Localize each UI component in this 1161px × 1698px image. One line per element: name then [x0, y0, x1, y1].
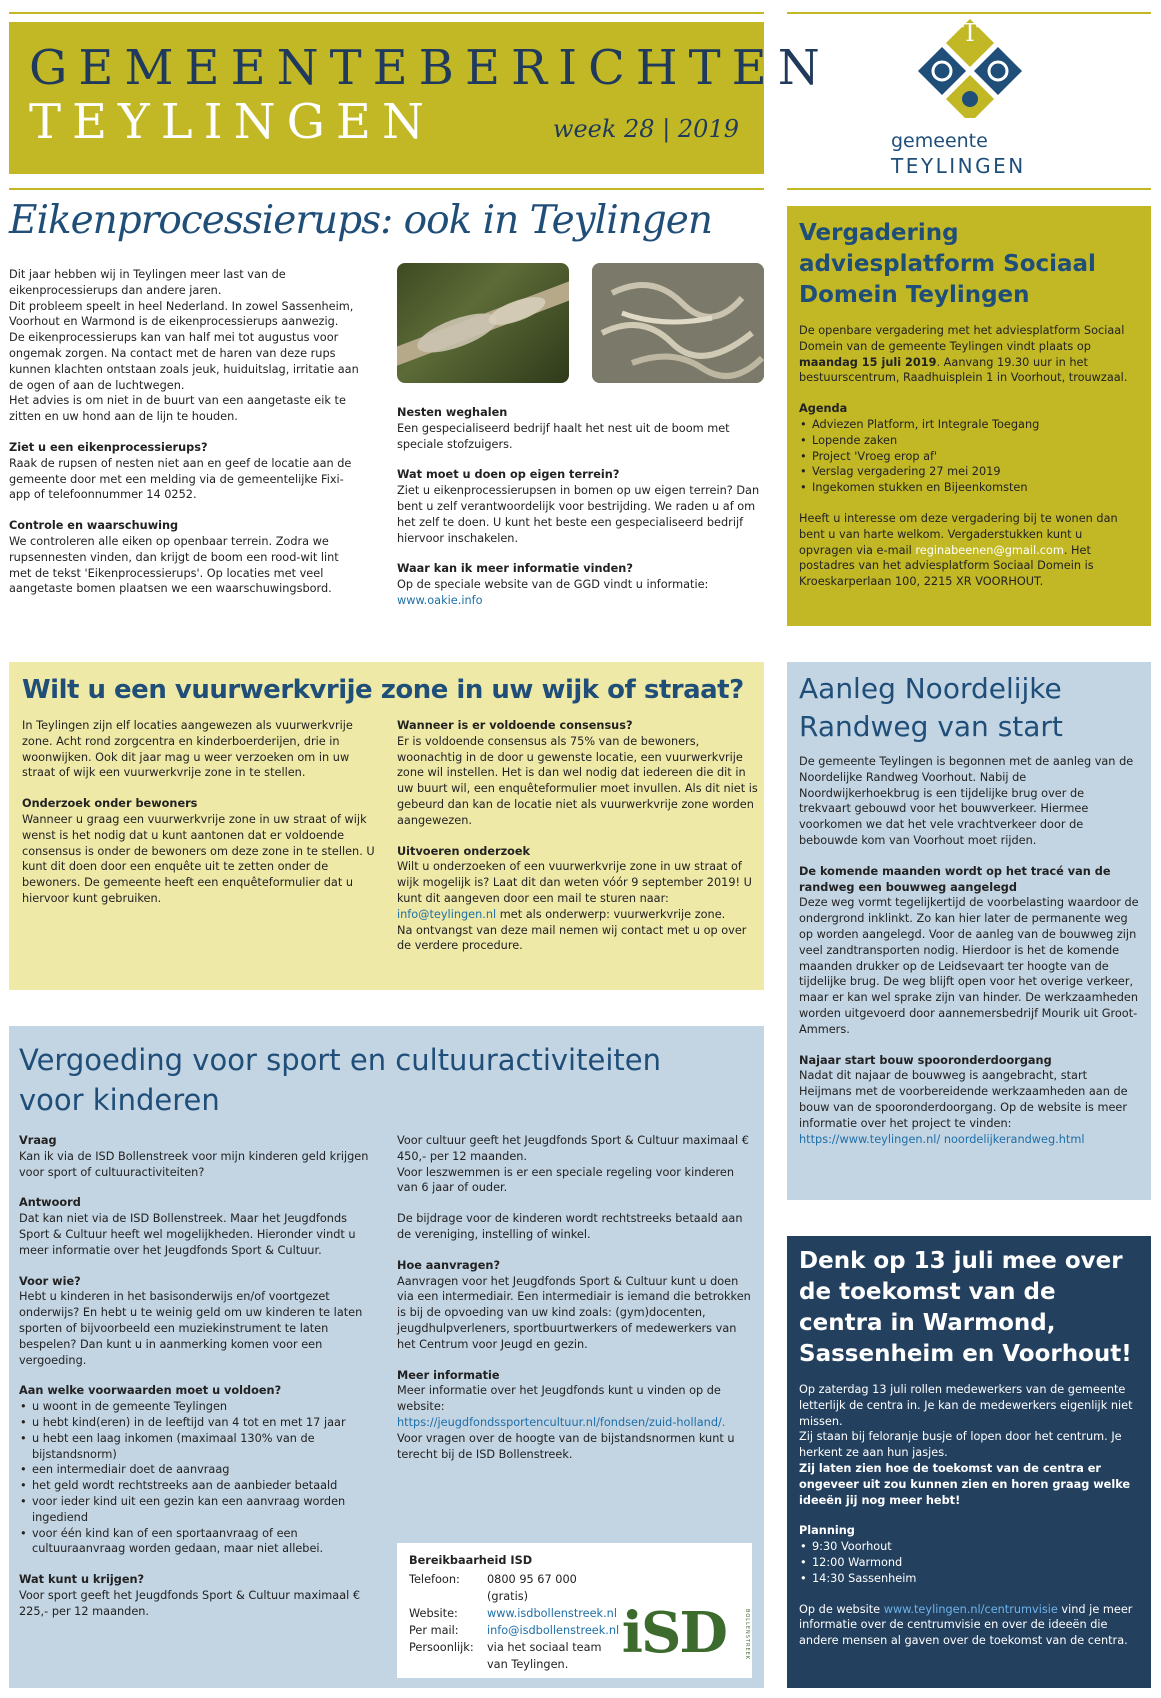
planning-list: [799, 1539, 1139, 1586]
sport-heading-vraag: Vraag: [19, 1134, 57, 1147]
eik-intro-3: De eikenprocessierups kan van half mei tot augustus voor ongemak zorgen. Na contact met de haren van deze rups kunnen klachten ontstaan zoals jeuk, huiduitslag, irritatie aan de ogen of aan de luchtwegen.: [9, 331, 359, 392]
eik-intro-4: Het advies is om niet in de buurt van een aangetaste eik te zitten en uw hond aan de lijn te houden.: [9, 394, 346, 424]
vergadering-text-2b: . Het postadres van het adviesplatform Sociaal Domein is Kroeskarperlaan 100, 2215 XR VOORHOUT.: [799, 543, 1094, 589]
vergadering-text-1: [799, 323, 1139, 386]
centrumvisie-link[interactable]: www.teylingen.nl/centrumvisie: [883, 1602, 1058, 1616]
vergadering-text-1c: . Aanvang 19.30 uur in het bestuurscentrum, Raadhuisplein 1 in Voorhout, trouwzaal.: [799, 355, 1128, 385]
agenda-item: • Verslag vergadering 27 mei 2019: [799, 464, 1139, 480]
week-label: week 28 | 2019: [552, 115, 739, 143]
voorwaarde-item: • voor ieder kind uit een gezin kan een aanvraag worden ingediend: [19, 1494, 374, 1526]
voorwaarden-list: [19, 1399, 374, 1557]
isd-logo-side: BOLLENSTREEK: [744, 1609, 750, 1661]
sport-text-bijdrage: De bijdrage voor de kinderen wordt rechtstreeks betaald aan de vereniging, instelling of winkel.: [397, 1212, 743, 1241]
sport-text-meer-2: Voor vragen over de hoogte van de bijstandsnormen kunt u terecht bij de ISD Bollenstreek.: [397, 1431, 735, 1461]
aanleg-text-3a: Nadat dit najaar de bouwweg is aangebracht, start Heijmans met de voorbereidende werkzaamheden aan de bouw van de spooronderdoorgang. Op de website is meer informatie over het project te vinden:: [799, 1069, 1128, 1130]
denk-text-1: Op zaterdag 13 juli rollen medewerkers van de gemeente letterlijk de centra in. Je kan de medewerkers eigenlijk niet missen.: [799, 1383, 1133, 1428]
sport-heading-aanvragen: Hoe aanvragen?: [397, 1258, 501, 1272]
sport-heading-voorwaarden: Aan welke voorwaarden moet u voldoen?: [19, 1384, 282, 1398]
sport-heading-antwoord: Antwoord: [19, 1196, 81, 1210]
sport-text-zwem: Voor leszwemmen is er een speciale regeling voor kinderen van 6 jaar of ouder.: [397, 1165, 735, 1195]
sport-text-wie: Hebt u kinderen in het basisonderwijs en/of voortgezet onderwijs? En hebt u te weinig geld om uw kinderen te laten sporten of bijvoorbeeld een muziekinstrument te laten bespelen? Dan kunt u in aanmerking komen voor een vergoeding.: [19, 1290, 363, 1367]
info-teylingen-link[interactable]: info@teylingen.nl: [397, 907, 497, 921]
randweg-link[interactable]: https://www.teylingen.nl/ noordelijkerandweg.html: [799, 1132, 1085, 1146]
masthead: [9, 22, 831, 174]
eik-intro-2: Dit probleem speelt in heel Nederland. In zowel Sassenheim, Voorhout en Warmond is de eikenprocessierups aanwezig.: [9, 299, 354, 329]
caterpillars-on-bark-image-icon: [592, 263, 764, 383]
isd-label: Per mail:: [409, 1623, 459, 1637]
vuurwerk-column-right: [397, 718, 759, 954]
regina-email-link[interactable]: reginabeenen@gmail.com: [915, 543, 1064, 557]
sport-column-left: [19, 1133, 374, 1620]
isd-label: Telefoon:: [409, 1572, 460, 1586]
logo-line1: gemeente: [891, 130, 988, 152]
isd-phone: 0800 95 67 000 (gratis): [487, 1572, 577, 1603]
agenda-heading: Agenda: [799, 402, 848, 416]
denk-title: Denk op 13 juli mee over de toekomst van de centra in Warmond, Sassenheim en Voorhout!: [799, 1248, 1132, 1367]
planning-item: • 9:30 Voorhout: [799, 1539, 1139, 1555]
aanleg-title: Aanleg Noordelijke Randweg van start: [799, 672, 1063, 743]
vuurwerk-text-mail: [397, 907, 759, 923]
eik-title: Eikenprocessierups: ook in Teylingen: [9, 198, 712, 243]
vuurwerk-title: Wilt u een vuurwerkvrije zone in uw wijk of straat?: [22, 675, 744, 705]
sport-heading-krijgen: Wat kunt u krijgen?: [19, 1573, 145, 1587]
denk-box: [787, 1236, 1151, 1688]
vuurwerk-column-left: [22, 718, 377, 907]
logo: [905, 18, 1035, 118]
aanleg-heading-3: Najaar start bouw spooronderdoorgang: [799, 1053, 1052, 1067]
eik-heading-ziet: Ziet u een eikenprocessierups?: [9, 440, 208, 454]
eik-heading-terrein: Wat moet u doen op eigen terrein?: [397, 468, 620, 482]
logo-line2: TEYLINGEN: [891, 154, 1026, 178]
vergadering-title: Vergadering adviesplatform Sociaal Domein Teylingen: [799, 220, 1096, 308]
isd-row: [409, 1605, 619, 1622]
isd-row: [409, 1622, 619, 1639]
vergadering-text-2a: Heeft u interesse om deze vergadering bij te wonen dan bent u van harte welkom. Vergaderstukken kunt u opvragen via e-mail: [799, 511, 1118, 557]
aanleg-heading-2: De komende maanden wordt op het tracé van de randweg een bouwweg aangelegd: [799, 864, 1111, 894]
isd-website-link[interactable]: www.isdbollenstreek.nl: [487, 1606, 617, 1620]
planning-heading: Planning: [799, 1524, 855, 1538]
masthead-line2: TEYLINGEN: [29, 94, 435, 150]
eik-text-controle: We controleren alle eiken op openbaar terrein. Zodra we rupsennesten vinden, dan krijgt de boom een rood-wit lint met de tekst 'Eikenprocessierups'. Op locaties met veel aangetaste bomen plaatsen we een waarschuwingsbord.: [9, 534, 339, 596]
sport-text-aanvragen: Aanvragen voor het Jeugdfonds Sport & Cultuur kunt u doen via een intermediair. Een intermediair is iemand die betrokken is bij de opvoeding van uw kind zoals: (gym)docenten, jeugdhulpverleners, sportbuurtwerkers of medewerkers van het Centrum voor Jeugd en gezin.: [397, 1274, 751, 1351]
isd-persoonlijk: via het sociaal team van Teylingen.: [487, 1640, 602, 1671]
vuurwerk-text-consensus: Er is voldoende consensus als 75% van de bewoners, woonachtig in de door u gewenste locatie, een vuurwerkvrije zone wil instellen. Het is dan wel nodig dat iedereen die dit in uw buurt wil, een enquêteformulier moet invullen. Als dit niet is gebeurd dan kan de locatie niet als vuurwerkvrije zone worden aangewezen.: [397, 734, 758, 827]
voorwaarde-item: • u woont in de gemeente Teylingen: [19, 1399, 374, 1415]
eik-text-nesten: Een gespecialiseerd bedrijf haalt het nest uit de boom met speciale stofzuigers.: [397, 421, 730, 451]
denk-text-4a: Op de website: [799, 1602, 884, 1616]
isd-card-title: Bereikbaarheid ISD: [409, 1554, 533, 1567]
eik-heading-nesten: Nesten weghalen: [397, 406, 508, 419]
vuurwerk-heading-consensus: Wanneer is er voldoende consensus?: [397, 719, 633, 732]
denk-text-4: [799, 1602, 1139, 1649]
isd-contact-table: [409, 1571, 619, 1673]
planning-item: • 14:30 Sassenheim: [799, 1571, 1139, 1587]
vuurwerk-heading-onderzoek: Onderzoek onder bewoners: [22, 797, 198, 811]
jeugdfonds-link[interactable]: https://jeugdfondssportencultuur.nl/fondsen/zuid-holland/.: [397, 1415, 726, 1429]
sport-text-antwoord: Dat kan niet via de ISD Bollenstreek. Maar het Jeugdfonds Sport & Cultuur heeft wel mogelijkheden. Hieronder vindt u meer informatie over het Jeugdfonds Sport & Cultuur.: [19, 1212, 356, 1257]
sport-heading-meer: Meer informatie: [397, 1368, 500, 1382]
caterpillar-nest-image-icon: [397, 263, 569, 383]
agenda-item: • Project 'Vroeg erop af': [799, 449, 1139, 465]
voorwaarde-item: • het geld wordt rechtstreeks aan de aanbieder betaald: [19, 1478, 374, 1494]
eik-heading-controle: Controle en waarschuwing: [9, 519, 179, 533]
voorwaarde-item: • voor één kind kan of een sportaanvraag of een cultuuraanvraag worden gedaan, maar niet allebei.: [19, 1526, 374, 1558]
sport-text-meer: Meer informatie over het Jeugdfonds kunt u vinden op de website:: [397, 1384, 721, 1414]
sport-title: Vergoeding voor sport en cultuuractiviteiten voor kinderen: [19, 1043, 661, 1117]
vuurwerk-mail-subject: met als onderwerp: vuurwerkvrije zone.: [496, 907, 726, 921]
vergadering-box: [787, 206, 1151, 626]
eik-text-info: Op de speciale website van de GGD vindt u informatie:: [397, 578, 709, 592]
eik-column-right: [397, 405, 767, 609]
aanleg-text-2: Deze weg vormt tegelijkertijd de voorbelasting waardoor de ondergrond inklinkt. Zo kan hier later de permanente weg op worden aangelegd. Voor de aanleg van de bouwweg zijn veel zandtransporten nodig. Hierdoor is het de komende maanden drukker op de Leidsevaart ter hoogte van de tijdelijke brug. De weg blijft open voor het overige verkeer, maar er kan wel sprake zijn van hinder. De werkzaamheden worden uitgevoerd door aannemersbedrijf Mourik uit Groot-Ammers.: [799, 896, 1139, 1036]
vuurwerk-intro: In Teylingen zijn elf locaties aangewezen als vuurwerkvrije zone. Acht rond zorgcentra en kinderboerderijen, drie in woonwijken. Ook dit jaar mag u weer verzoeken om in uw straat of wijk een vuurwerkvrije zone in te stellen.: [22, 719, 353, 780]
voorwaarde-item: • u hebt kind(eren) in de leeftijd van 4 tot en met 17 jaar: [19, 1415, 374, 1431]
oakie-link[interactable]: www.oakie.info: [397, 593, 483, 607]
denk-text-3: Zij laten zien hoe de toekomst van de centra er ongeveer uit zou kunnen zien en horen graag welke ideeën jij nog meer hebt!: [799, 1461, 1131, 1507]
sport-heading-wie: Voor wie?: [19, 1274, 81, 1288]
eik-intro-1: Dit jaar hebben wij in Teylingen meer last van de eikenprocessierups dan andere jaren.: [9, 268, 286, 297]
vergadering-text-2: [799, 511, 1139, 590]
eik-column-left: [9, 267, 364, 597]
isd-label: Website:: [409, 1606, 458, 1620]
aanleg-text-3: [799, 1068, 1139, 1147]
caterpillar-photo-1: [397, 263, 569, 383]
sport-text-cultuur: Voor cultuur geeft het Jeugdfonds Sport & Cultuur maximaal € 450,- per 12 maanden.: [397, 1134, 749, 1163]
agenda-item: • Lopende zaken: [799, 433, 1139, 449]
agenda-item: • Ingekomen stukken en Bijeenkomsten: [799, 480, 1139, 496]
voorwaarde-item: • u hebt een laag inkomen (maximaal 130% van de bijstandsnorm): [19, 1431, 374, 1463]
masthead-line1: GEMEENTEBERICHTEN: [29, 40, 831, 96]
isd-card: [397, 1543, 752, 1678]
isd-label: Persoonlijk:: [409, 1640, 474, 1654]
vergadering-text-1a: De openbare vergadering met het adviesplatform Sociaal Domein van de gemeente Teylingen vindt plaats op: [799, 324, 1125, 353]
isd-row: [409, 1639, 619, 1673]
vuurwerk-text-uitvoeren: Wilt u onderzoeken of een vuurwerkvrije zone in uw straat of wijk mogelijk is? Laat dit dan weten vóór 9 september 2019! U kunt dit aangeven door een mail te sturen naar:: [397, 860, 752, 905]
logo-letter: T: [961, 19, 978, 47]
aanleg-box: [787, 662, 1151, 1200]
denk-text-2: Zij staan bij feloranje busje of lopen door het centrum. Je herkent ze aan hun jasjes.: [799, 1430, 1122, 1460]
sport-text-krijgen: Voor sport geeft het Jeugdfonds Sport & Cultuur maximaal € 225,- per 12 maanden.: [19, 1588, 361, 1618]
caterpillar-photo-2: [592, 263, 764, 383]
vuurwerk-text-onderzoek: Wanneer u graag een vuurwerkvrije zone in uw straat of wijk wenst is het nodig dat u kunt aantonen dat er voldoende consensus is onder de bewoners om deze zone in te stellen. U kunt dit doen door een enquête uit te zetten onder de bewoners. De gemeente heeft een enquêteformulier dat u hiervoor kunt gebruiken.: [22, 812, 375, 905]
isd-email-link[interactable]: info@isdbollenstreek.nl: [487, 1623, 620, 1637]
eik-text-ziet: Raak de rupsen of nesten niet aan en geef de locatie aan de gemeente door met een melding via de gemeentelijke Fixi-app of telefoonnummer 14 0252.: [9, 456, 352, 502]
planning-item: • 12:00 Warmond: [799, 1555, 1139, 1571]
aanleg-text-1: De gemeente Teylingen is begonnen met de aanleg van de Noordelijke Randweg Voorhout. Nabij de Noordwijkerhoekbrug is een tijdelijke brug over de trekvaart gebouwd voor het bouwverkeer. Hiermee voorkomen we dat het vele vrachtverkeer door de bebouwde kom van Voorhout moet rijden.: [799, 755, 1134, 847]
vergadering-date: maandag 15 juli 2019: [799, 355, 937, 369]
eik-text-terrein: Ziet u eikenprocessierupsen in bomen op uw eigen terrein? Dan bent u zelf verantwoordelijk voor bestrijding. We raden u af om het zelf te doen. U kunt het beste een gespecialiseerd bedrijf hiervoor inschakelen.: [397, 484, 760, 545]
agenda-list: [799, 417, 1139, 496]
eik-heading-info: Waar kan ik meer informatie vinden?: [397, 562, 633, 576]
isd-logo: iSD: [621, 1600, 726, 1666]
vuurwerk-text-procedure: Na ontvangst van deze mail nemen wij contact met u op over de verdere procedure.: [397, 923, 747, 953]
isd-row: [409, 1571, 619, 1605]
vuurwerk-heading-uitvoeren: Uitvoeren onderzoek: [397, 844, 531, 858]
denk-text-4b: vind je meer informatie over de centrumvisie en over de ideeën die andere mensen al gaven over de toekomst van de centra.: [799, 1602, 1133, 1648]
sport-text-vraag: Kan ik via de ISD Bollenstreek voor mijn kinderen geld krijgen voor sport of cultuuractiviteiten?: [19, 1149, 369, 1179]
sport-column-right: [397, 1133, 752, 1462]
voorwaarde-item: • een intermediair doet de aanvraag: [19, 1462, 374, 1478]
agenda-item: • Adviezen Platform, irt Integrale Toegang: [799, 417, 1139, 433]
